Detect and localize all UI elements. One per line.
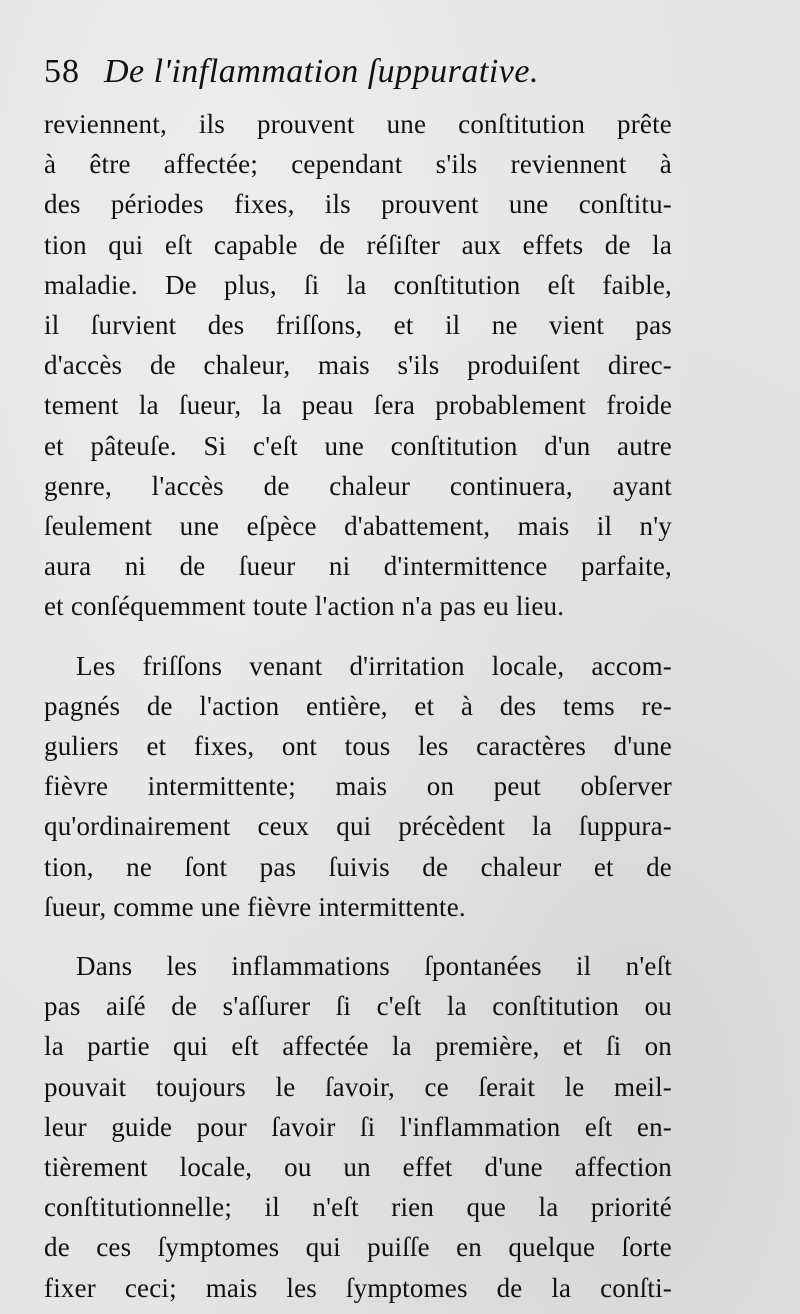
text-line: pas aiſé de s'aſſurer ſi c'eſt la conſtitution ou: [44, 991, 672, 1022]
page-header: [44, 40, 672, 104]
text-line: ſueur, comme une fièvre intermittente.: [44, 891, 466, 922]
text-line: tement la ſueur, la peau ſera probablement froide: [44, 390, 672, 421]
text-line: d'accès de chaleur, mais s'ils produiſent direc-: [44, 350, 672, 381]
page-number: 58: [44, 53, 80, 90]
text-line: genre, l'accès de chaleur continuera, ayant: [44, 470, 672, 501]
running-title: De l'inflammation ſuppurative.: [104, 53, 539, 90]
text-line: et conſéquemment toute l'action n'a pas eu lieu.: [44, 591, 565, 622]
text-line: fièvre intermittente; mais on peut obſerver: [44, 771, 672, 802]
text-line: des périodes fixes, ils prouvent une conſtitu-: [44, 189, 672, 220]
text-line: Les friſſons venant d'irritation locale, accom-: [76, 650, 672, 681]
text-line: et pâteuſe. Si c'eſt une conſtitution d'un autre: [44, 430, 672, 461]
text-line: ſeulement une eſpèce d'abattement, mais il n'y: [44, 511, 672, 542]
paragraph-3: [44, 946, 672, 1308]
text-line: reviennent, ils prouvent une conſtitution prête: [44, 109, 672, 139]
text-line: tion qui eſt capable de réſiſter aux effets de la: [44, 229, 672, 260]
text-line: Dans les inflammations ſpontanées il n'eſt: [76, 951, 672, 982]
text-line: leur guide pour ſavoir ſi l'inflammation eſt en-: [44, 1111, 672, 1142]
text-line: maladie. De plus, ſi la conſtitution eſt faible,: [44, 269, 672, 300]
text-line: de ces ſymptomes qui puiſſe en quelque ſorte: [44, 1232, 672, 1263]
text-line: qu'ordinairement ceux qui précèdent la ſuppura-: [44, 811, 672, 842]
text-line: la partie qui eſt affectée la première, et ſi on: [44, 1031, 672, 1062]
paragraph-1: [44, 104, 672, 627]
paragraph-2: [44, 646, 672, 927]
text-line: aura ni de ſueur ni d'intermittence parfaite,: [44, 551, 672, 582]
text-line: tion, ne ſont pas ſuivis de chaleur et de: [44, 851, 672, 882]
text-line: pagnés de l'action entière, et à des tems re-: [44, 690, 672, 721]
text-line: tièrement locale, ou un effet d'une affection: [44, 1152, 672, 1183]
body-text: [44, 104, 672, 1308]
text-line: fixer ceci; mais les ſymptomes de la conſti-: [44, 1272, 672, 1303]
text-line: conſtitutionnelle; il n'eſt rien que la priorité: [44, 1192, 672, 1223]
text-line: il ſurvient des friſſons, et il ne vient pas: [44, 310, 672, 341]
text-line: à être affectée; cependant s'ils reviennent à: [44, 149, 672, 180]
text-line: guliers et fixes, ont tous les caractères d'une: [44, 731, 672, 762]
text-line: pouvait toujours le ſavoir, ce ſerait le meil-: [44, 1071, 672, 1102]
